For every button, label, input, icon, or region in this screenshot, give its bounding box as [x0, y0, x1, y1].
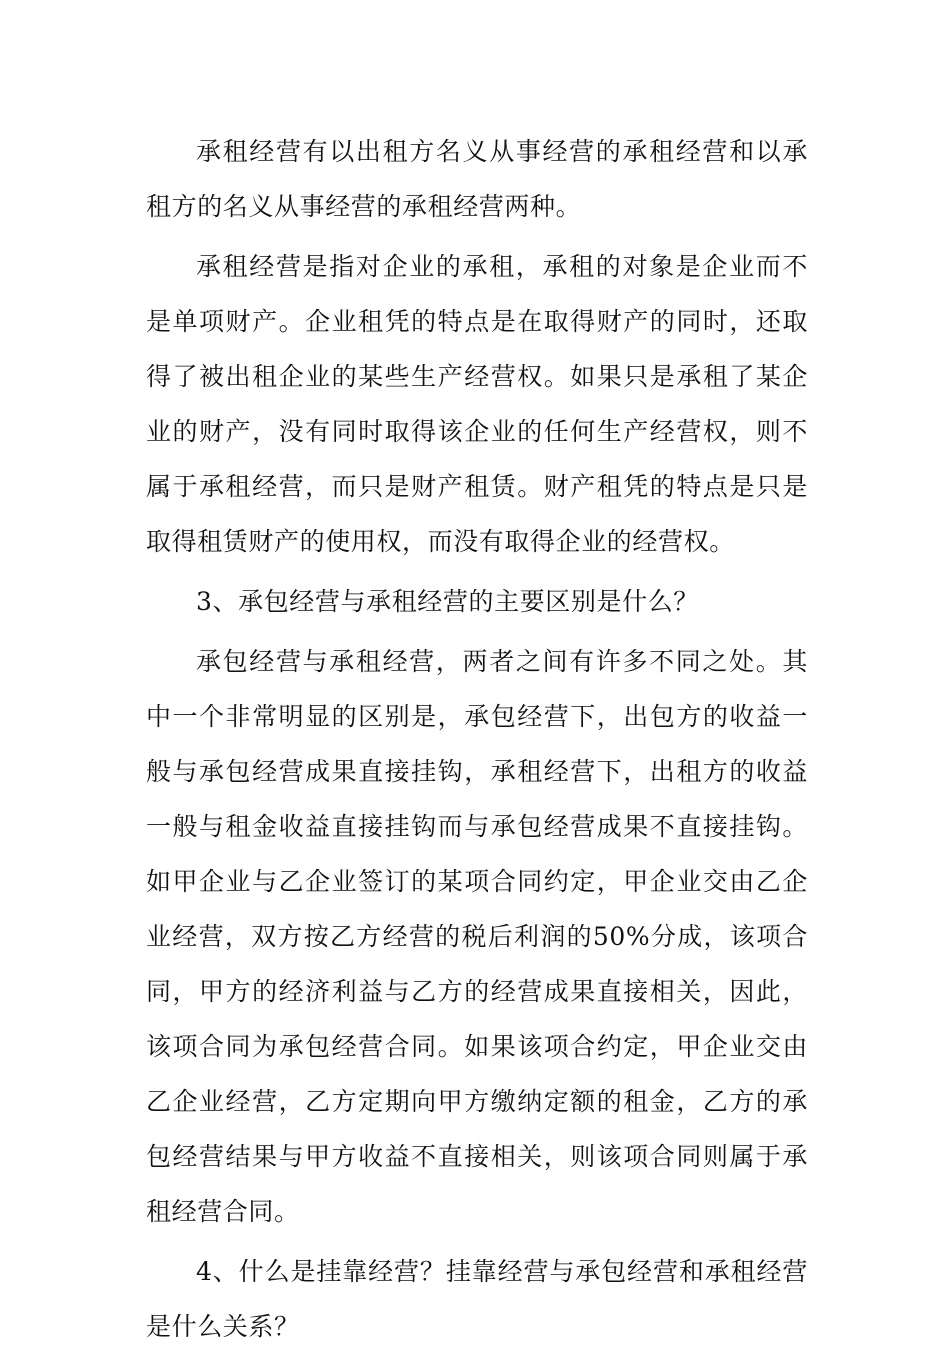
paragraph-rental-types: 承租经营有以出租方名义从事经营的承租经营和以承租方的名义从事经营的承租经营两种。: [146, 137, 808, 221]
paragraph-difference: 承包经营与承租经营，两者之间有许多不同之处。其中一个非常明显的区别是，承包经营下，出包方的收益一般与承包经营成果直接挂钩，承租经营下，出租方的收益一般与租金收益直接挂钩而与承包经营成果不直接挂钩。如甲企业与乙企业签订的某项合同约定，甲企业交由乙企业经营，双方按乙方经营的税后利润的50%分成，该项合同，甲方的经济利益与乙方的经营成果直接相关，因此，该项合同为承包经营合同。如果该项合约定，甲企业交由乙企业经营，乙方定期向甲方缴纳定额的租金，乙方的承包经营结果与甲方收益不直接相关，则该项合同则属于承租经营合同。: [146, 647, 808, 1226]
paragraph-rental-definition: 承租经营是指对企业的承租，承租的对象是企业而不是单项财产。企业租凭的特点是在取得财产的同时，还取得了被出租企业的某些生产经营权。如果只是承租了某企业的财产，没有同时取得该企业的任何生产经营权，则不属于承租经营，而只是财产租赁。财产租凭的特点是只是取得租赁财产的使用权，而没有取得企业的经营权。: [146, 252, 808, 556]
heading-question-3: 3、承包经营与承租经营的主要区别是什么？: [196, 587, 699, 616]
heading-question-4: 4、什么是挂靠经营？挂靠经营与承包经营和承租经营是什么关系？: [146, 1257, 808, 1341]
document-page: [146, 124, 808, 1359]
